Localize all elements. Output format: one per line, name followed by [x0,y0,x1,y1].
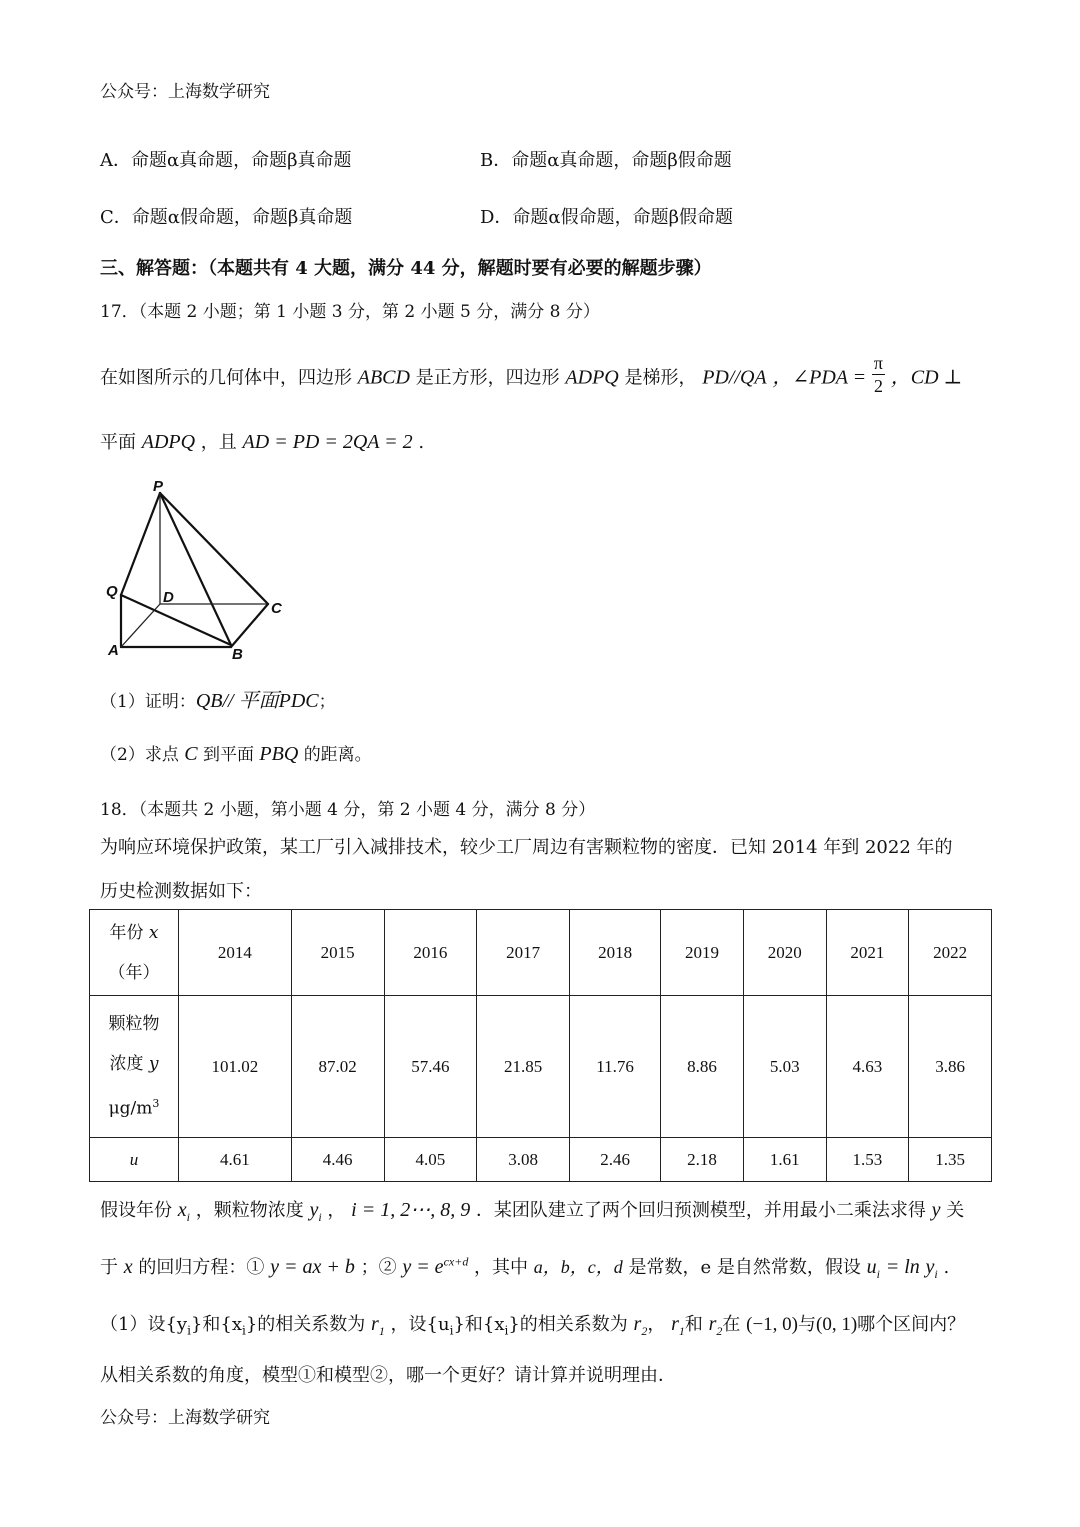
math-cd-perp: ，CD ⊥ [890,366,963,389]
q18-line3 [100,1196,964,1225]
q18-text: 的回归方程：① [138,1257,265,1278]
table-cell-year: 2019 [661,910,744,996]
q18-part1 [100,1310,965,1339]
q18-text: }的相关系数为 [245,1314,366,1335]
table-header-u [90,1138,179,1182]
q17-stem-line2 [100,428,424,454]
q18-text: （1）设{y [100,1314,188,1335]
q17-text: ； [318,692,336,712]
table-cell-y: 101.02 [179,996,292,1138]
q17-text: 在如图所示的几何体中，四边形 [100,367,352,389]
math-yi [925,1256,938,1281]
table-cell-year: 2014 [179,910,292,996]
math-r2: $r_2$ [708,1313,723,1338]
q17-part2 [100,740,372,766]
q18-line2: 历史检测数据如下： [100,881,262,902]
vertex-label-b: B [232,646,243,663]
option-a: A．命题α真命题，命题β真命题 [100,150,352,171]
math-x: x [123,1256,133,1278]
math-subscript-i: i [504,1323,509,1338]
q18-text: ， [647,1314,666,1335]
math-y: y [925,1256,935,1278]
math-equation: AD = PD = 2QA = 2 [242,431,413,453]
q17-stem-line1 [100,353,963,401]
table-cell-year: 2020 [743,910,826,996]
math-pbq: PBQ [259,743,299,765]
table-cell-y: 87.02 [291,996,384,1138]
q18-text: }的相关系数为 [508,1314,628,1335]
q18-text: ，颗粒物浓度 [195,1200,304,1221]
math-ln: = ln [885,1256,920,1278]
table-cell-u: 4.61 [179,1138,292,1182]
table-header-text: 颗粒物 [108,1014,160,1035]
math-model-exponential [402,1256,468,1278]
q17-text: . [418,432,425,453]
q18-text: ，设{u [390,1314,450,1335]
table-cell-year: 2017 [477,910,570,996]
edge-pq [121,493,160,595]
table-cell-y: 57.46 [384,996,477,1138]
math-subscript-i: i [449,1323,454,1338]
table-cell-year: 2022 [909,910,992,996]
math-abcd: ABCD [357,366,410,389]
q17-header: 17．（本题 2 小题；第 1 小题 3 分，第 2 小题 5 分，满分 8 分） [100,302,600,322]
table-header-year [90,910,179,996]
table-cell-year: 2018 [569,910,660,996]
q17-text: ，且 [200,432,237,453]
table-cell-year: 2015 [291,910,384,996]
table-cell-u: 1.53 [826,1138,909,1182]
table-header-text: 年份 [109,922,144,943]
q17-part1 [100,684,336,713]
math-ui [866,1256,880,1281]
q18-text: 假设年份 [100,1200,172,1221]
table-cell-u: 2.18 [661,1138,744,1182]
math-r: r [708,1313,717,1335]
table-cell-u: 2.46 [569,1138,660,1182]
edge-pc [160,493,268,604]
fraction-numerator: π [873,353,883,373]
option-b: B．命题α真命题，命题β假命题 [480,150,732,171]
math-exp-base: y = e [402,1256,444,1278]
math-r: r [633,1313,642,1335]
q17-text: 是正方形，四边形 [415,367,560,389]
section-heading: 三、解答题：（本题共有 4 大题，满分 44 分，解题时要有必要的解题步骤） [100,258,712,279]
math-y: y [148,1054,159,1075]
math-subscript-i: i [241,1323,246,1338]
geometry-figure [100,475,300,665]
table-cell-y: 5.03 [743,996,826,1138]
math-r: r [371,1313,379,1335]
figure-hidden-edges [121,493,268,647]
math-y: y [931,1199,941,1221]
math-subscript-i: i [186,1210,190,1224]
header-watermark: 公众号：上海数学研究 [100,82,270,102]
q18-text: ．某团队建立了两个回归预测模型，并用最小二乘法求得 [475,1200,926,1221]
q18-text: 于 [100,1257,118,1278]
fraction-pi-over-2 [872,352,885,397]
table-cell-u: 1.61 [743,1138,826,1182]
math-c: C [184,743,198,765]
math-parallel: // 平面 [222,690,279,712]
fraction-denominator: 2 [873,376,883,396]
math-u: u [129,1149,139,1169]
table-cell-y: 8.86 [661,996,744,1138]
math-pd-parallel-qa: PD//QA [702,366,767,389]
vertex-label-q: Q [106,583,118,600]
math-adpq: ADPQ [141,431,196,453]
table-row-u [90,1138,992,1182]
q18-text: 哪个区间内？ [857,1314,966,1335]
q18-text: ，其中 [474,1257,529,1278]
table-unit: μg/m [108,1098,153,1119]
q17-text: 是梯形， [624,367,697,389]
table-cell-year: 2016 [384,910,477,996]
q18-text: 关 [946,1200,965,1221]
q18-text: }和{x [453,1314,505,1335]
option-c: C．命题α假命题，命题β真命题 [100,207,353,228]
table-row-years [90,910,992,996]
table-header-text: 浓度 [109,1054,144,1075]
math-subscript-i: i [187,1323,191,1338]
table-cell-u: 4.46 [291,1138,384,1182]
option-d: D．命题α假命题，命题β假命题 [480,207,733,228]
q17-part1-label: （1）证明： [100,692,196,712]
math-u: u [866,1256,877,1278]
math-r: r [671,1313,679,1335]
q17-part2-label: （2）求点 [100,745,179,765]
vertex-label-c: C [271,600,282,617]
math-adpq: ADPQ [565,366,619,389]
edge-bc [231,604,268,647]
table-row-concentration [90,996,992,1138]
q18-text: 与 [798,1314,816,1335]
math-y: y [309,1199,319,1221]
q18-text: }和{x [190,1314,242,1335]
table-cell-u: 1.35 [909,1138,992,1182]
table-cell-y: 3.86 [909,996,992,1138]
q18-text: . [943,1257,950,1278]
math-interval-negative: (−1, 0) [746,1314,798,1335]
table-header-text: （年） [108,962,160,983]
q18-text: 是常数，e 是自然常数，假设 [628,1257,861,1278]
q18-text: 在 [722,1314,741,1335]
math-interval-positive: (0, 1) [816,1314,858,1335]
math-x: x [177,1199,187,1221]
math-r1: $r_1$ [671,1313,685,1338]
q18-line1: 为响应环境保护政策，某工厂引入减排技术，较少工厂周边有害颗粒物的密度．已知 2014 年到 2022 年的 [100,837,953,858]
math-xi [177,1199,190,1224]
table-header-concentration [90,996,179,1138]
vertex-label-d: D [163,589,174,606]
table-cell-u: 3.08 [477,1138,570,1182]
math-subscript-i: i [876,1267,880,1281]
math-pdc: PDC [278,690,319,712]
math-constants: a，b，c，d [533,1257,623,1277]
math-model-linear: y = ax + b [270,1256,355,1278]
table-unit-exponent: 3 [152,1097,160,1111]
math-qb: QB [195,690,223,712]
q18-text: 和 [684,1314,703,1335]
q18-text: ；② [360,1257,397,1278]
math-exp-power: cx+d [443,1254,469,1269]
math-angle-pda: ，∠PDA = [772,366,867,389]
q17-text: 平面 [100,432,136,453]
vertex-label-a: A [108,642,119,659]
footer-watermark: 公众号：上海数学研究 [100,1408,270,1428]
edge-ad [121,604,160,647]
math-subscript-i: i [934,1267,938,1281]
math-subscript-i: i [318,1210,322,1224]
q18-header: 18．（本题共 2 小题，第小题 4 分，第 2 小题 4 分，满分 8 分） [100,800,596,820]
table-cell-y: 4.63 [826,996,909,1138]
data-table [89,909,992,1182]
q17-text: 到平面 [202,745,254,765]
table-cell-year: 2021 [826,910,909,996]
math-r2: $r_2$ [633,1313,648,1338]
math-index-range: i = 1, 2⋯, 8, 9 [351,1199,471,1221]
edge-qb [121,595,231,645]
math-r1: $r_1$ [371,1313,385,1338]
q18-part1-line2: 从相关系数的角度，模型①和模型②，哪一个更好？请计算并说明理由． [100,1365,676,1386]
table-cell-y: 11.76 [569,996,660,1138]
vertex-label-p: P [153,478,164,495]
edge-pb [160,493,231,645]
q18-line4 [100,1253,949,1282]
math-yi [309,1199,322,1224]
table-cell-y: 21.85 [477,996,570,1138]
q17-text: 的距离。 [303,745,372,765]
q18-text: ， [327,1200,346,1221]
table-cell-u: 4.05 [384,1138,477,1182]
math-x: x [148,922,159,943]
figure-solid-edges [121,493,268,647]
